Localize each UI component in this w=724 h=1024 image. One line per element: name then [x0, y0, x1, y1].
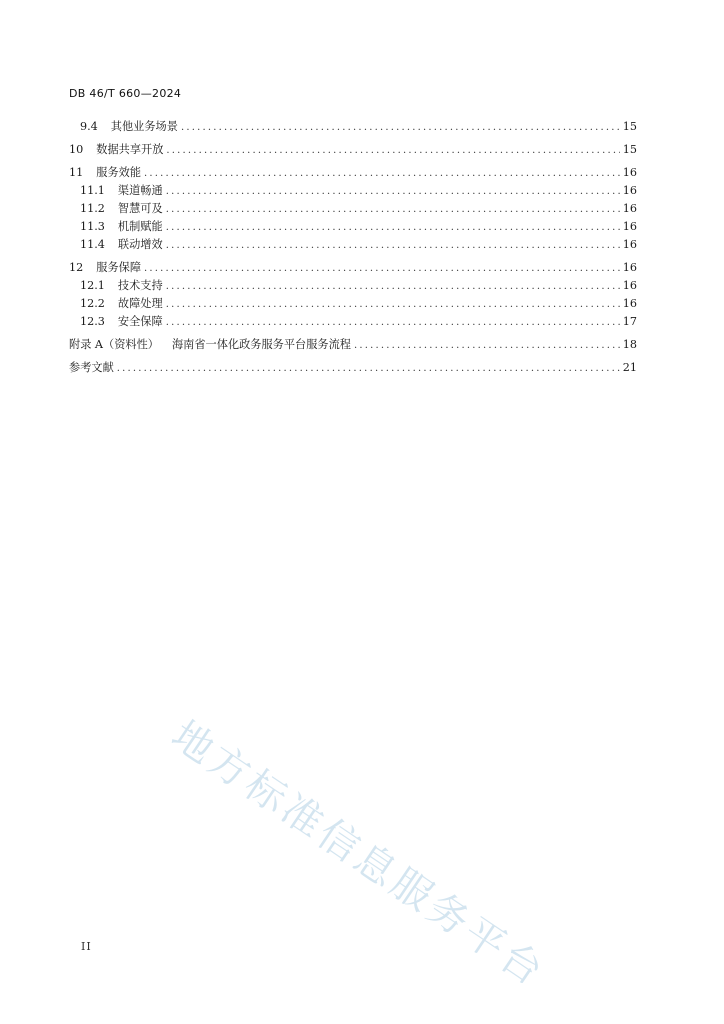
toc-entry-page: 16 [622, 238, 637, 251]
toc-entry-title: 参考文献 [69, 361, 114, 374]
page-number: II [81, 940, 92, 953]
watermark: 地方标准信息服务平台 [163, 712, 554, 997]
toc-entry-12-3[interactable] [69, 313, 637, 331]
toc-entry-page: 16 [622, 184, 637, 197]
toc-entry-number: 11.4 [80, 238, 105, 251]
toc-entry-page: 21 [622, 361, 637, 374]
toc-dot-leader [144, 260, 620, 278]
toc-entry-11-4[interactable] [69, 236, 637, 254]
toc-entry-page: 15 [622, 120, 637, 133]
toc-entry-page: 16 [622, 166, 637, 179]
toc-dot-leader [354, 337, 620, 355]
toc-entry-number: 11.2 [80, 202, 105, 215]
toc-entry-12-2[interactable] [69, 295, 637, 313]
toc-entry-number: 12 [69, 261, 84, 274]
toc-entry-appendix-a[interactable] [69, 336, 637, 354]
toc-entry-title: 联动增效 [117, 238, 163, 251]
toc-entry-number: 11 [69, 166, 84, 179]
toc-entry-page: 16 [622, 297, 637, 310]
toc-entry-page: 18 [622, 338, 637, 351]
toc-entry-title: 服务保障 [96, 261, 142, 274]
toc-entry-number: 附录 A（资料性） [69, 338, 159, 351]
toc-entry-number: 9.4 [80, 120, 98, 133]
toc-dot-leader [166, 201, 620, 219]
toc-entry-number: 11.1 [80, 184, 105, 197]
document-id-header: DB 46/T 660—2024 [69, 87, 182, 100]
toc-entry-page: 16 [622, 202, 637, 215]
toc-entry-title: 技术支持 [117, 279, 163, 292]
toc-dot-leader [166, 278, 620, 296]
toc-dot-leader [181, 119, 620, 137]
toc-entry-title: 海南省一体化政务服务平台服务流程 [171, 338, 351, 351]
toc-entry-title: 服务效能 [96, 166, 142, 179]
toc-entry-12[interactable] [69, 259, 637, 277]
toc-dot-leader [166, 142, 619, 160]
toc-entry-title: 渠道畅通 [117, 184, 163, 197]
toc-entry-11-2[interactable] [69, 200, 637, 218]
toc-entry-title: 智慧可及 [117, 202, 163, 215]
toc-entry-number: 12.2 [80, 297, 105, 310]
toc-dot-leader [166, 296, 620, 314]
toc-entry-10[interactable] [69, 141, 637, 159]
toc-entry-page: 16 [622, 220, 637, 233]
toc-entry-page: 17 [622, 315, 637, 328]
toc-entry-title: 安全保障 [117, 315, 163, 328]
toc-entry-title: 故障处理 [117, 297, 163, 310]
table-of-contents [69, 118, 637, 377]
toc-entry-number: 12.1 [80, 279, 105, 292]
toc-entry-12-1[interactable] [69, 277, 637, 295]
toc-entry-number: 11.3 [80, 220, 105, 233]
toc-entry-page: 16 [622, 261, 637, 274]
toc-dot-leader [117, 360, 620, 378]
toc-entry-number: 10 [69, 143, 84, 156]
toc-entry-title: 机制赋能 [117, 220, 163, 233]
toc-dot-leader [166, 183, 620, 201]
toc-entry-title: 数据共享开放 [96, 143, 164, 156]
toc-entry-page: 16 [622, 279, 637, 292]
toc-dot-leader [166, 219, 620, 237]
toc-dot-leader [144, 165, 620, 183]
toc-entry-11[interactable] [69, 164, 637, 182]
toc-dot-leader [166, 237, 620, 255]
toc-entry-11-1[interactable] [69, 182, 637, 200]
toc-entry-title: 其他业务场景 [110, 120, 178, 133]
toc-entry-11-3[interactable] [69, 218, 637, 236]
toc-dot-leader [166, 314, 620, 332]
toc-entry-number: 12.3 [80, 315, 105, 328]
toc-entry-references[interactable] [69, 359, 637, 377]
toc-entry-9-4[interactable] [69, 118, 637, 136]
toc-entry-page: 15 [622, 143, 637, 156]
